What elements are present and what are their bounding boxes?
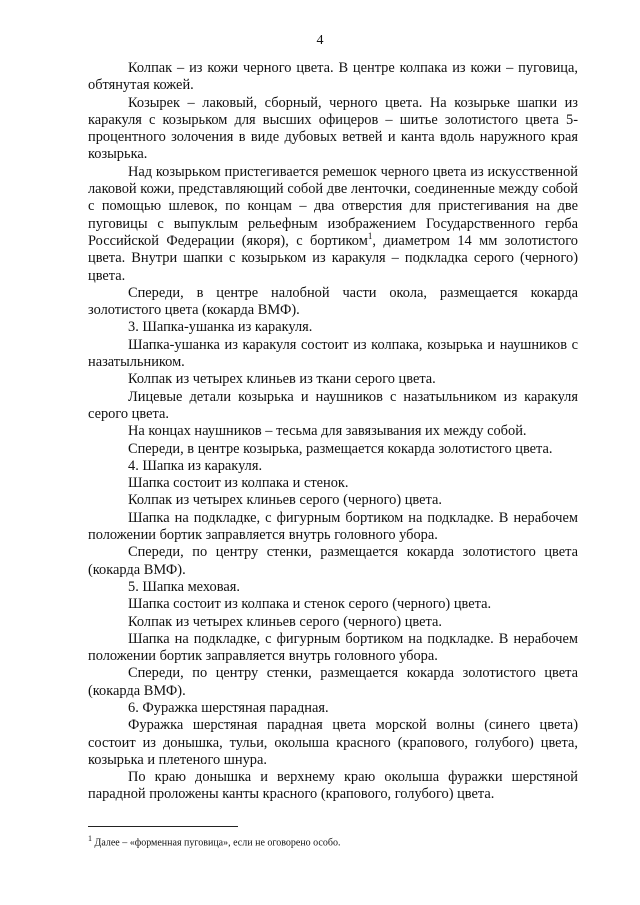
paragraph: Спереди, в центре козырька, размещается кокарда золотистого цвета.	[128, 440, 553, 457]
paragraph: На концах наушников – тесьма для завязывания их между собой.	[128, 423, 527, 440]
paragraph: Фуражка шерстяная парадная цвета морской волны (синего цвета) состоит из донышка, тульи, околыша красного (крапового, голубого) цвета, козырька и плетеного шнура.	[88, 717, 578, 768]
paragraph-text: Над козырьком пристегивается ремешок черного цвета из искусственной лаковой кожи, представляющий собой две ленточки, соединенные между собой с помощью шлевок, по концам – два отверстия для пристегивания на две пуговицы с выпуклым рельефным изображением Государственного герба Российской Федерации (якоря), с бортиком	[88, 163, 578, 249]
paragraph: Козырек – лаковый, сборный, черного цвета. На козырьке шапки из каракуля с козырьком для высших офицеров – шитье золотистого цвета 5-процентного золочения в виде дубовых ветвей и канта вдоль наружного края козырька.	[88, 94, 578, 163]
footnote-divider	[88, 826, 238, 827]
paragraph: Колпак из четырех клиньев серого (черного) цвета.	[128, 613, 442, 630]
body-text	[88, 60, 578, 804]
paragraph: Шапка-ушанка из каракуля состоит из колпака, козырька и наушников с назатыльником.	[88, 336, 578, 371]
paragraph: Колпак – из кожи черного цвета. В центре колпака из кожи – пуговица, обтянутая кожей.	[88, 60, 578, 94]
paragraph: Шапка на подкладке, с фигурным бортиком на подкладке. В нерабочем положении бортик заправляется внутрь головного убора.	[88, 630, 578, 665]
footnote	[88, 833, 578, 849]
paragraph: Спереди, по центру стенки, размещается кокарда золотистого цвета (кокарда ВМФ).	[88, 665, 578, 699]
paragraph: Лицевые детали козырька и наушников с назатыльником из каракуля серого цвета.	[88, 388, 578, 422]
section-heading: 4. Шапка из каракуля.	[128, 457, 263, 474]
footnote-reference: 1	[367, 231, 373, 242]
footnote-mark: 1	[88, 834, 92, 843]
paragraph: По краю донышка и верхнему краю околыша фуражки шерстяной парадной проложены канты красного (крапового, голубого) цвета.	[88, 769, 578, 803]
paragraph: Спереди, в центре налобной части окола, размещается кокарда золотистого цвета (кокарда ВМФ).	[88, 284, 578, 319]
page-number: 4	[316, 33, 324, 48]
paragraph: Шапка на подкладке, с фигурным бортиком на подкладке. В нерабочем положении бортик заправляется внутрь головного убора.	[88, 509, 578, 544]
section-heading: 5. Шапка меховая.	[128, 578, 240, 595]
footnote-text: Далее – «форменная пуговица», если не оговорено особо.	[92, 837, 341, 849]
section-heading: 6. Фуражка шерстяная парадная.	[128, 699, 329, 716]
paragraph	[88, 164, 578, 285]
section-heading: 3. Шапка-ушанка из каракуля.	[128, 319, 313, 336]
paragraph-text: , диаметром 14 мм золотистого цвета. Внутри шапки с козырьком из каракуля – подкладка серого (черного) цвета.	[88, 232, 578, 284]
paragraph: Колпак из четырех клиньев серого (черного) цвета.	[128, 492, 442, 509]
paragraph: Колпак из четырех клиньев из ткани серого цвета.	[128, 371, 436, 388]
paragraph: Шапка состоит из колпака и стенок серого (черного) цвета.	[128, 596, 492, 613]
paragraph: Шапка состоит из колпака и стенок.	[128, 475, 349, 492]
paragraph: Спереди, по центру стенки, размещается кокарда золотистого цвета (кокарда ВМФ).	[88, 544, 578, 578]
